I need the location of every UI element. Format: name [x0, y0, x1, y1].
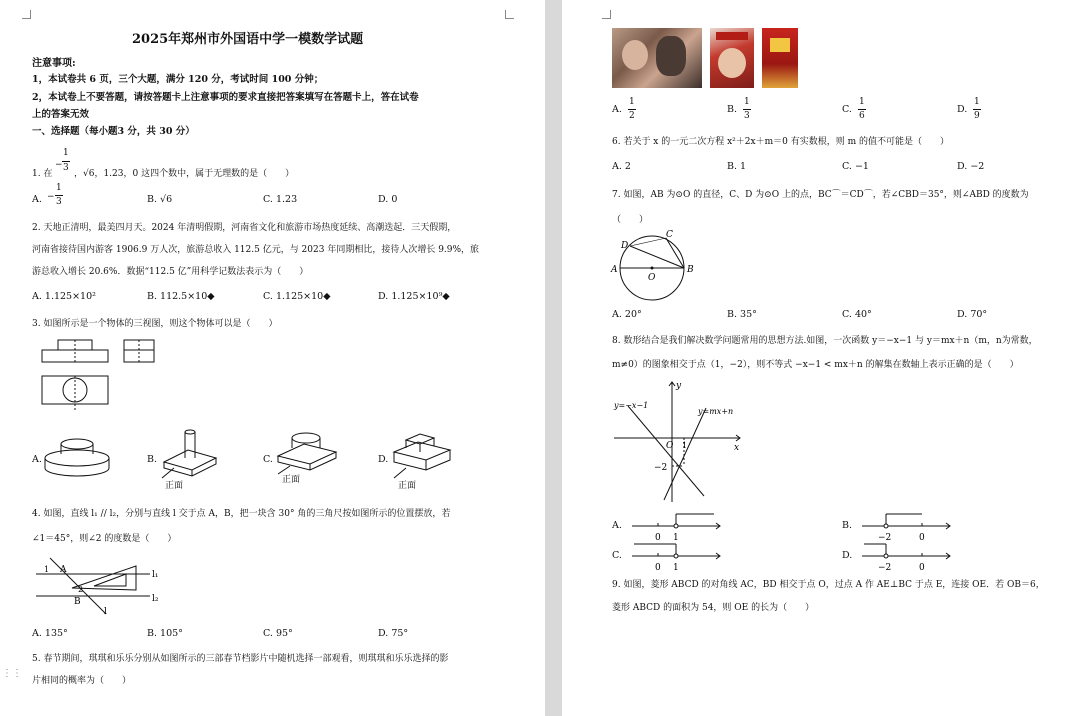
q8-option-d-tick-0: −2	[878, 563, 892, 573]
q7-point-a: A	[611, 265, 618, 275]
q1-prefix: 1. 在	[32, 169, 53, 179]
q8-x-tick: 1	[682, 441, 688, 450]
q4-option-a: A. 135°	[32, 628, 68, 639]
q8-option-c-tick-0: 0	[655, 563, 661, 573]
q8-option-c-numberline	[630, 540, 726, 574]
q6-option-c: C. −1	[842, 161, 869, 172]
q1-option-a-minus: −	[47, 192, 55, 202]
q8-option-a-numberline	[630, 510, 726, 544]
q8-line-label-1: y=−x−1	[614, 401, 649, 410]
q5-option-a-letter: A.	[612, 104, 622, 115]
q3-front-label: 正面	[398, 481, 417, 491]
q5-option-d-letter: D.	[957, 104, 968, 115]
q5-option-a-den: 2	[629, 111, 635, 121]
q1-stem-rest: ，√6，1.23，0 这四个数中，属于无理数的是（ ）	[74, 169, 295, 179]
q2-option-a: A. 1.125×10²	[32, 291, 96, 302]
q5-option-d-num: 1	[974, 97, 980, 107]
q8-option-b-tick-0: −2	[878, 533, 892, 543]
q5-line-1: 5. 春节期间，琪琪和乐乐分别从如图所示的三部春节档影片中随机选择一部观看，则琪琪和乐乐选择的影	[32, 654, 449, 664]
q2-line-3: 游总收入增长 20.6%．数据“112.5 亿”用科学记数法表示为（ ）	[32, 267, 309, 277]
q5-option-c-den: 6	[859, 111, 865, 121]
q7-line-1: 7. 如图，AB 为⊙O 的直径，C、D 为⊙O 上的点，BC⌒＝CD⌒，若∠CBD＝35°，则∠ABD 的度数为	[612, 190, 1029, 200]
q4-line-l2: l₂	[152, 594, 159, 604]
q5-option-c-num: 1	[859, 97, 865, 107]
q5-option-b-letter: B.	[727, 104, 738, 115]
q1-option-a-bar	[55, 195, 63, 196]
q8-option-d-numberline	[860, 540, 956, 574]
document-page-right	[562, 0, 1080, 716]
q4-option-b: B. 105°	[147, 628, 183, 639]
q1-frac-bar	[62, 161, 70, 162]
q5-option-c-letter: C.	[842, 104, 852, 115]
q5-option-c-bar	[858, 109, 866, 110]
q5-option-a-bar	[628, 109, 636, 110]
q7-option-b: B. 35°	[727, 309, 757, 320]
q1-option-b: B. √6	[147, 194, 173, 205]
q4-option-c: C. 95°	[263, 628, 293, 639]
q5-option-d-den: 9	[974, 111, 980, 121]
q1-frac-num: 1	[63, 148, 69, 158]
q4-line-1: 4. 如图，直线 l₁ // l₂，分别与直线 l 交于点 A，B，把一块含 30° 角的三角尺按如图所示的位置摆放，若	[32, 509, 451, 519]
q5-line-2: 片相同的概率为（ ）	[32, 676, 132, 686]
q7-option-c: C. 40°	[842, 309, 872, 320]
q8-line-label-2: y=mx+n	[698, 407, 734, 416]
q7-option-d: D. 70°	[957, 309, 988, 320]
q7-option-a: A. 20°	[612, 309, 642, 320]
film-poster-2	[710, 28, 754, 88]
q8-option-c-tick-1: 1	[673, 563, 679, 573]
q4-option-d: D. 75°	[378, 628, 409, 639]
q4-line-2: ∠1＝45°，则∠2 的度数是（ ）	[32, 534, 177, 544]
q4-angle-2: 2	[78, 585, 84, 594]
q2-option-c: C. 1.125×10◆	[263, 291, 331, 302]
q8-axis-y: y	[676, 381, 682, 391]
q3-option-c-figure	[274, 426, 340, 476]
q3-front-label: 正面	[165, 481, 184, 491]
note-line-2: 2，本试卷上不要答题，请按答题卡上注意事项的要求直接把答案填写在答题卡上，答在试卷	[32, 92, 419, 103]
q8-y-tick: −2	[654, 463, 668, 473]
q5-option-a-num: 1	[629, 97, 635, 107]
q1-option-c: C. 1.23	[263, 194, 298, 205]
q3-option-b-figure	[158, 424, 222, 480]
exam-title: 2025年郑州市外国语中学一模数学试题	[132, 32, 364, 47]
q7-point-c: C	[666, 230, 673, 240]
q2-option-d: D. 1.125×10⁹◆	[378, 291, 450, 302]
q2-option-b: B. 112.5×10◆	[147, 291, 215, 302]
q3-front-label: 正面	[282, 475, 301, 485]
q8-option-b-numberline	[860, 510, 956, 544]
q5-option-d-bar	[973, 109, 981, 110]
q8-option-d: D.	[842, 550, 853, 561]
q9-line-2: 菱形 ABCD 的面积为 54，则 OE 的长为（ ）	[612, 603, 815, 613]
q6-stem: 6. 若关于 x 的一元二次方程 x²＋2x＋m＝0 有实数根，则 m 的值不可能是（ ）	[612, 137, 949, 147]
q6-option-b: B. 1	[727, 161, 747, 172]
q3-option-d: D.	[378, 454, 389, 465]
page-corner-mark	[505, 10, 514, 19]
q3-option-b: B.	[147, 454, 158, 465]
q8-option-a-tick-1: 1	[673, 533, 679, 543]
film-poster-1	[612, 28, 702, 88]
q8-option-d-tick-1: 0	[919, 563, 925, 573]
q1-option-a-den: 3	[56, 197, 62, 207]
q3-option-a-figure	[42, 432, 112, 478]
q8-option-b-tick-1: 0	[919, 533, 925, 543]
q3-stem: 3. 如图所示是一个物体的三视图，则这个物体可以是（ ）	[32, 319, 278, 329]
q5-option-b-num: 1	[744, 97, 750, 107]
q5-option-b-bar	[743, 109, 751, 110]
q7-point-o: O	[648, 273, 656, 283]
q5-option-b-den: 3	[744, 111, 750, 121]
q2-line-2: 河南省接待国内游客 1906.9 万人次，旅游总收入 112.5 亿元，与 2023 年同期相比，接待人次增长 9.9%，旅	[32, 245, 480, 255]
q3-option-d-figure	[390, 428, 456, 480]
q3-option-a: A.	[32, 454, 42, 465]
q4-angle-1: 1	[44, 565, 50, 574]
q7-line-2: （ ）	[612, 215, 649, 225]
q2-line-1: 2. 天地正清明，最美四月天。2024 年清明假期，河南省文化和旅游市场热度延续、高潮迭起．三天假期，	[32, 223, 457, 233]
note-line-2-cont: 上的答案无效	[32, 109, 90, 120]
q1-frac-den: 3	[63, 163, 69, 173]
drag-handle-icon[interactable]: ⋮⋮	[2, 668, 22, 679]
q4-point-b: B	[74, 597, 81, 607]
q8-option-a: A.	[612, 520, 622, 531]
q8-option-a-tick-0: 0	[655, 533, 661, 543]
q8-axis-x: x	[734, 443, 740, 453]
q9-line-1: 9. 如图，菱形 ABCD 的对角线 AC，BD 相交于点 O，过点 A 作 AE⊥BC 于点 E，连接 OE．若 OB＝6，	[612, 580, 1045, 590]
q6-option-a: A. 2	[612, 161, 631, 172]
q1-option-a-num: 1	[56, 183, 62, 193]
q1-option-d: D. 0	[378, 194, 398, 205]
page-corner-mark	[22, 10, 31, 19]
note-line-1: 1，本试卷共 6 页，三个大题，满分 120 分，考试时间 100 分钟；	[32, 74, 324, 85]
q8-origin: O	[666, 441, 674, 451]
q8-option-c: C.	[612, 550, 622, 561]
q4-line-l1: l₁	[152, 570, 159, 580]
q7-point-b: B	[687, 265, 694, 275]
q4-line-l: l	[104, 607, 107, 617]
q6-option-d: D. −2	[957, 161, 985, 172]
q7-point-d: D	[621, 241, 629, 251]
page-corner-mark	[602, 10, 611, 19]
q8-graph-figure	[610, 378, 750, 508]
q1-option-a-letter: A.	[32, 194, 42, 205]
q7-circle-figure	[610, 226, 700, 302]
q8-line-1: 8. 数形结合是我们解决数学问题常用的思想方法.如图，一次函数 y＝−x−1 与 y＝mx＋n（m，n为常数，	[612, 336, 1038, 346]
notes-heading: 注意事项:	[32, 58, 76, 69]
page-gap	[545, 0, 562, 716]
q4-figure	[32, 552, 168, 618]
q4-point-a: A	[60, 565, 67, 575]
q1-minus-sign: −	[55, 160, 63, 170]
q8-line-2: m≠0）的图象相交于点（1，−2），则不等式 −x−1 < mx＋n 的解集在数轴上表示正确的是（ ）	[612, 360, 1019, 370]
q3-option-c: C.	[263, 454, 273, 465]
q3-three-views-figure	[38, 336, 168, 418]
q8-option-b: B.	[842, 520, 853, 531]
film-poster-3	[762, 28, 798, 88]
section-title-choice: 一、选择题（每小题3 分，共 30 分）	[32, 126, 195, 137]
